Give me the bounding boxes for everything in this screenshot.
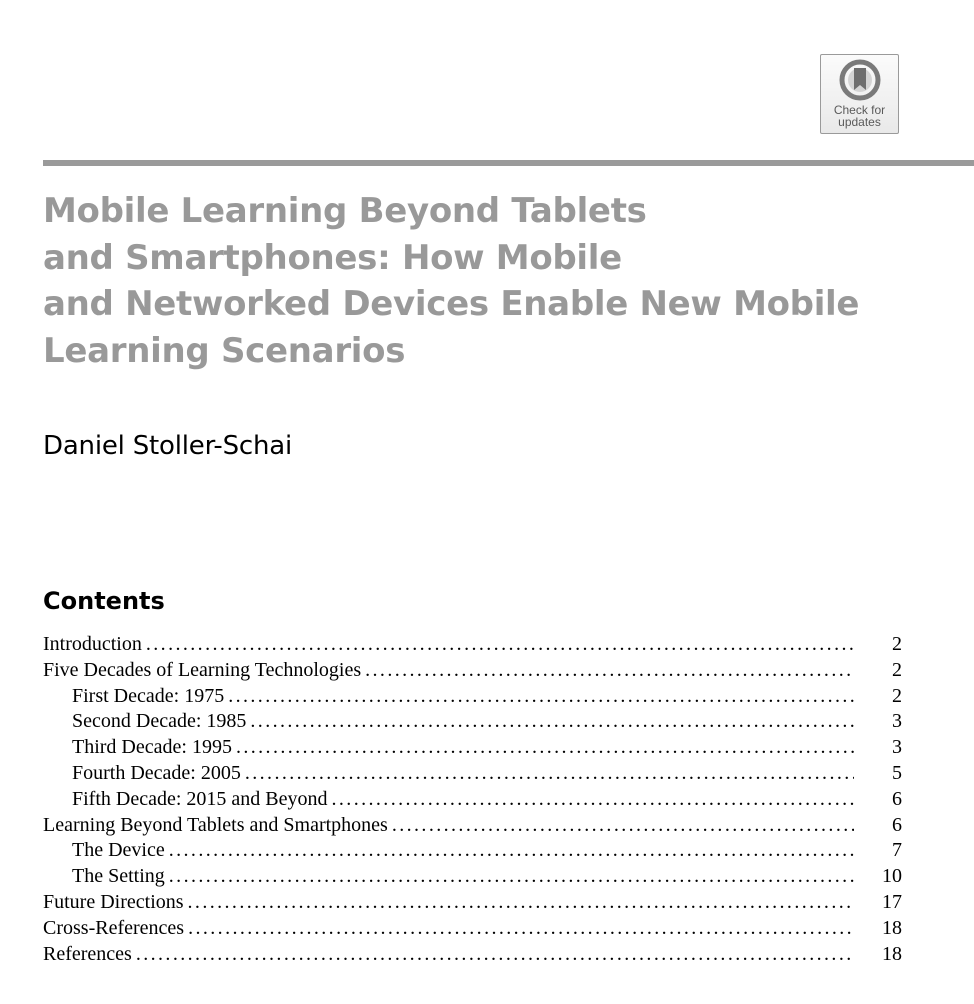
- toc-entry[interactable]: [43, 942, 902, 968]
- toc-entry[interactable]: [43, 684, 902, 710]
- toc-entry-page: 2: [892, 633, 902, 655]
- toc-entry[interactable]: [43, 864, 902, 890]
- toc-entry-page: 18: [882, 942, 902, 965]
- author-name: Daniel Stoller-Schai: [43, 431, 293, 461]
- toc-leader-dots: [332, 787, 855, 813]
- toc-leader-dots: [136, 942, 854, 968]
- toc-entry-page: 18: [882, 916, 902, 939]
- toc-entry[interactable]: [43, 709, 902, 735]
- toc-entry-page: 7: [892, 839, 902, 862]
- toc-entry-title: Five Decades of Learning Technologies: [43, 658, 362, 681]
- contents-heading: Contents: [43, 587, 165, 615]
- toc-entry-title: The Device: [72, 839, 165, 862]
- toc-entry[interactable]: [43, 735, 902, 761]
- toc-leader-dots: [228, 684, 854, 710]
- toc-entry-title: Fifth Decade: 2015 and Beyond: [72, 787, 328, 810]
- toc-entry-title: First Decade: 1975: [72, 684, 225, 707]
- toc-entry-page: 3: [892, 710, 902, 733]
- toc-entry-title: References: [43, 942, 132, 965]
- check-for-updates-icon: [839, 59, 881, 101]
- toc-entry-page: 6: [892, 787, 902, 810]
- toc-leader-dots: [365, 658, 854, 684]
- toc-entry[interactable]: [43, 813, 902, 839]
- toc-entry-title: Fourth Decade: 2005: [72, 761, 241, 784]
- toc-entry-page: 10: [882, 865, 902, 888]
- toc-entry-title: Second Decade: 1985: [72, 710, 247, 733]
- title-rule: [43, 160, 974, 166]
- toc-entry-page: 2: [892, 684, 902, 707]
- toc-leader-dots: [169, 864, 854, 890]
- toc-entry-title: Introduction: [43, 633, 142, 655]
- toc-entry-page: 6: [892, 813, 902, 836]
- check-for-updates-line1: Check for: [833, 103, 886, 117]
- toc-entry[interactable]: [43, 658, 902, 684]
- chapter-title: [43, 188, 943, 374]
- check-for-updates-line2: updates: [838, 115, 881, 129]
- toc-entry-title: Learning Beyond Tablets and Smartphones: [43, 813, 388, 836]
- toc-entry-title: Third Decade: 1995: [72, 736, 232, 759]
- toc-leader-dots: [146, 632, 854, 658]
- check-for-updates-label: [821, 104, 898, 128]
- toc-leader-dots: [236, 735, 854, 761]
- table-of-contents: [43, 632, 902, 967]
- chapter-title-line3: and Networked Devices Enable New Mobile: [43, 284, 860, 324]
- toc-entry-page: 5: [892, 761, 902, 784]
- toc-entry-title: The Setting: [72, 865, 165, 888]
- toc-leader-dots: [245, 761, 854, 787]
- toc-leader-dots: [392, 813, 854, 839]
- chapter-title-line4: Learning Scenarios: [43, 330, 406, 371]
- toc-entry-title: Future Directions: [43, 890, 184, 913]
- toc-entry[interactable]: [43, 632, 902, 658]
- toc-entry-page: 2: [892, 658, 902, 681]
- toc-leader-dots: [250, 709, 854, 735]
- toc-entry[interactable]: [43, 787, 902, 813]
- toc-entry-title: Cross-References: [43, 916, 185, 939]
- toc-leader-dots: [169, 838, 854, 864]
- chapter-title-line2: and Smartphones: How Mobile: [43, 237, 622, 278]
- chapter-title-line1: Mobile Learning Beyond Tablets: [43, 191, 647, 231]
- toc-leader-dots: [188, 916, 854, 942]
- toc-entry-page: 3: [892, 736, 902, 759]
- toc-entry[interactable]: [43, 761, 902, 787]
- toc-entry[interactable]: [43, 916, 902, 942]
- toc-leader-dots: [188, 890, 854, 916]
- toc-entry[interactable]: [43, 838, 902, 864]
- check-for-updates-badge[interactable]: [820, 54, 899, 134]
- toc-entry[interactable]: [43, 890, 902, 916]
- toc-entry-page: 17: [882, 890, 902, 913]
